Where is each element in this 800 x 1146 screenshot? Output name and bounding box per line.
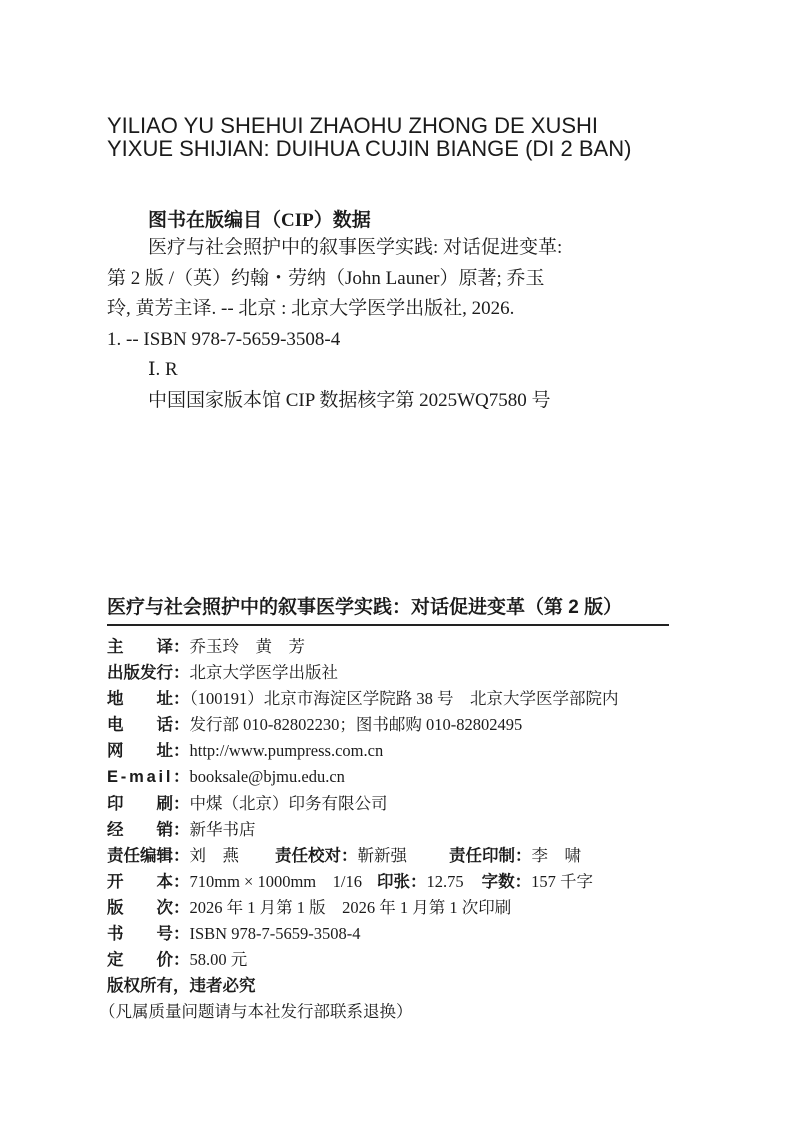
row-rights [107, 973, 619, 999]
row-value: 58.00 元 [189, 950, 248, 970]
row-value: 157 千字 [531, 871, 593, 891]
cip-record [107, 233, 562, 416]
cip-heading: 图书在版编目（CIP）数据 [148, 210, 371, 231]
row-value: 新华书店 [189, 819, 256, 839]
colon: ： [514, 872, 532, 891]
cip-line: 第 2 版 /（英）约翰・劳纳（John Launer）原著; 乔玉 [107, 267, 545, 289]
colon: ： [173, 846, 190, 865]
row-label: 书 号 [107, 925, 173, 944]
row-address [107, 686, 619, 712]
row-label: 印 刷 [107, 794, 173, 813]
row-value: 中煤（北京）印务有限公司 [189, 793, 388, 813]
row-value: 北京大学医学出版社 [189, 663, 338, 683]
colon: ： [173, 820, 190, 839]
row-label: E-mail [107, 768, 174, 787]
row-value: 2026 年 1 月第 1 版 2026 年 1 月第 1 次印刷 [189, 897, 512, 917]
row-value: 李 啸 [531, 845, 581, 865]
colon: ： [515, 846, 532, 865]
row-format [107, 869, 619, 895]
row-label: 责任编辑 [107, 846, 173, 865]
returns-note: （凡属质量问题请与本社发行部联系退换） [99, 1002, 413, 1022]
rights-notice: 版权所有，违者必究 [107, 977, 256, 996]
row-email [107, 764, 619, 790]
colon: ： [173, 638, 190, 656]
row-translator [107, 634, 619, 660]
row-value: 靳新强 [357, 845, 407, 865]
colon: ： [173, 690, 190, 709]
colon: ： [173, 898, 190, 917]
row-label: 版 次 [107, 898, 173, 917]
row-label: 责任校对 [275, 846, 341, 865]
website-link: http://www.pumpress.com.cn [189, 741, 384, 761]
colon: ： [173, 742, 190, 761]
row-publisher [107, 660, 619, 686]
cip-line: Ⅰ. R [148, 359, 178, 380]
row-label: 网 址 [107, 742, 173, 761]
row-label: 电 话 [107, 716, 173, 735]
row-value: 乔玉玲 黄 芳 [189, 637, 305, 656]
row-value: 刘 燕 [189, 845, 239, 865]
colon: ： [409, 872, 427, 891]
colon: ： [173, 768, 190, 787]
row-phone [107, 712, 619, 738]
row-label: 开 本 [107, 872, 173, 891]
cip-line: 玲, 黄芳主译. -- 北京 : 北京大学医学出版社, 2026. [107, 298, 515, 319]
cip-line: 医疗与社会照护中的叙事医学实践: 对话促进变革: [148, 237, 563, 258]
row-label: 印张 [376, 872, 410, 891]
colon: ： [173, 664, 190, 683]
row-value: （100191）北京市海淀区学院路 38 号 北京大学医学部院内 [189, 689, 619, 709]
cip-line: 中国国家版本馆 CIP 数据核字第 2025WQ7580 号 [148, 389, 551, 411]
row-printer [107, 791, 619, 817]
email-address: booksale@bjmu.edu.cn [189, 767, 345, 787]
row-edition [107, 895, 619, 921]
row-label: 出版发行 [107, 664, 173, 683]
imprint-table [99, 634, 619, 1025]
row-label: 责任印制 [449, 846, 515, 865]
row-label: 主 译 [107, 638, 173, 656]
row-value: 12.75 [426, 871, 464, 891]
colon: ： [341, 846, 358, 865]
row-value: 发行部 010-82802230；图书邮购 010-82802495 [189, 715, 523, 735]
colon: ： [173, 925, 190, 944]
colon: ： [173, 794, 190, 813]
row-label: 字数 [481, 872, 515, 891]
row-label: 定 价 [107, 951, 173, 970]
imprint-divider [107, 624, 669, 626]
row-distributor [107, 817, 619, 843]
colon: ： [173, 872, 190, 891]
row-label: 地 址 [107, 690, 173, 709]
row-price [107, 947, 619, 973]
row-returns-note [99, 999, 619, 1025]
cip-line: 1. -- ISBN 978-7-5659-3508-4 [107, 328, 341, 350]
colon: ： [173, 716, 190, 735]
row-isbn [107, 921, 619, 947]
row-website [107, 738, 619, 764]
pinyin-title [107, 114, 631, 160]
imprint-title: 医疗与社会照护中的叙事医学实践：对话促进变革（第 2 版） [107, 597, 623, 618]
colon: ： [173, 951, 190, 970]
pinyin-title-line-1: YILIAO YU SHEHUI ZHAOHU ZHONG DE XUSHI [107, 113, 599, 138]
row-label: 经 销 [107, 820, 173, 839]
row-value: 710mm × 1000mm 1/16 [189, 871, 362, 891]
pinyin-title-line-2: YIXUE SHIJIAN: DUIHUA CUJIN BIANGE (DI 2 BAN) [107, 136, 632, 161]
row-value: ISBN 978-7-5659-3508-4 [189, 924, 361, 944]
row-editors [107, 843, 619, 869]
